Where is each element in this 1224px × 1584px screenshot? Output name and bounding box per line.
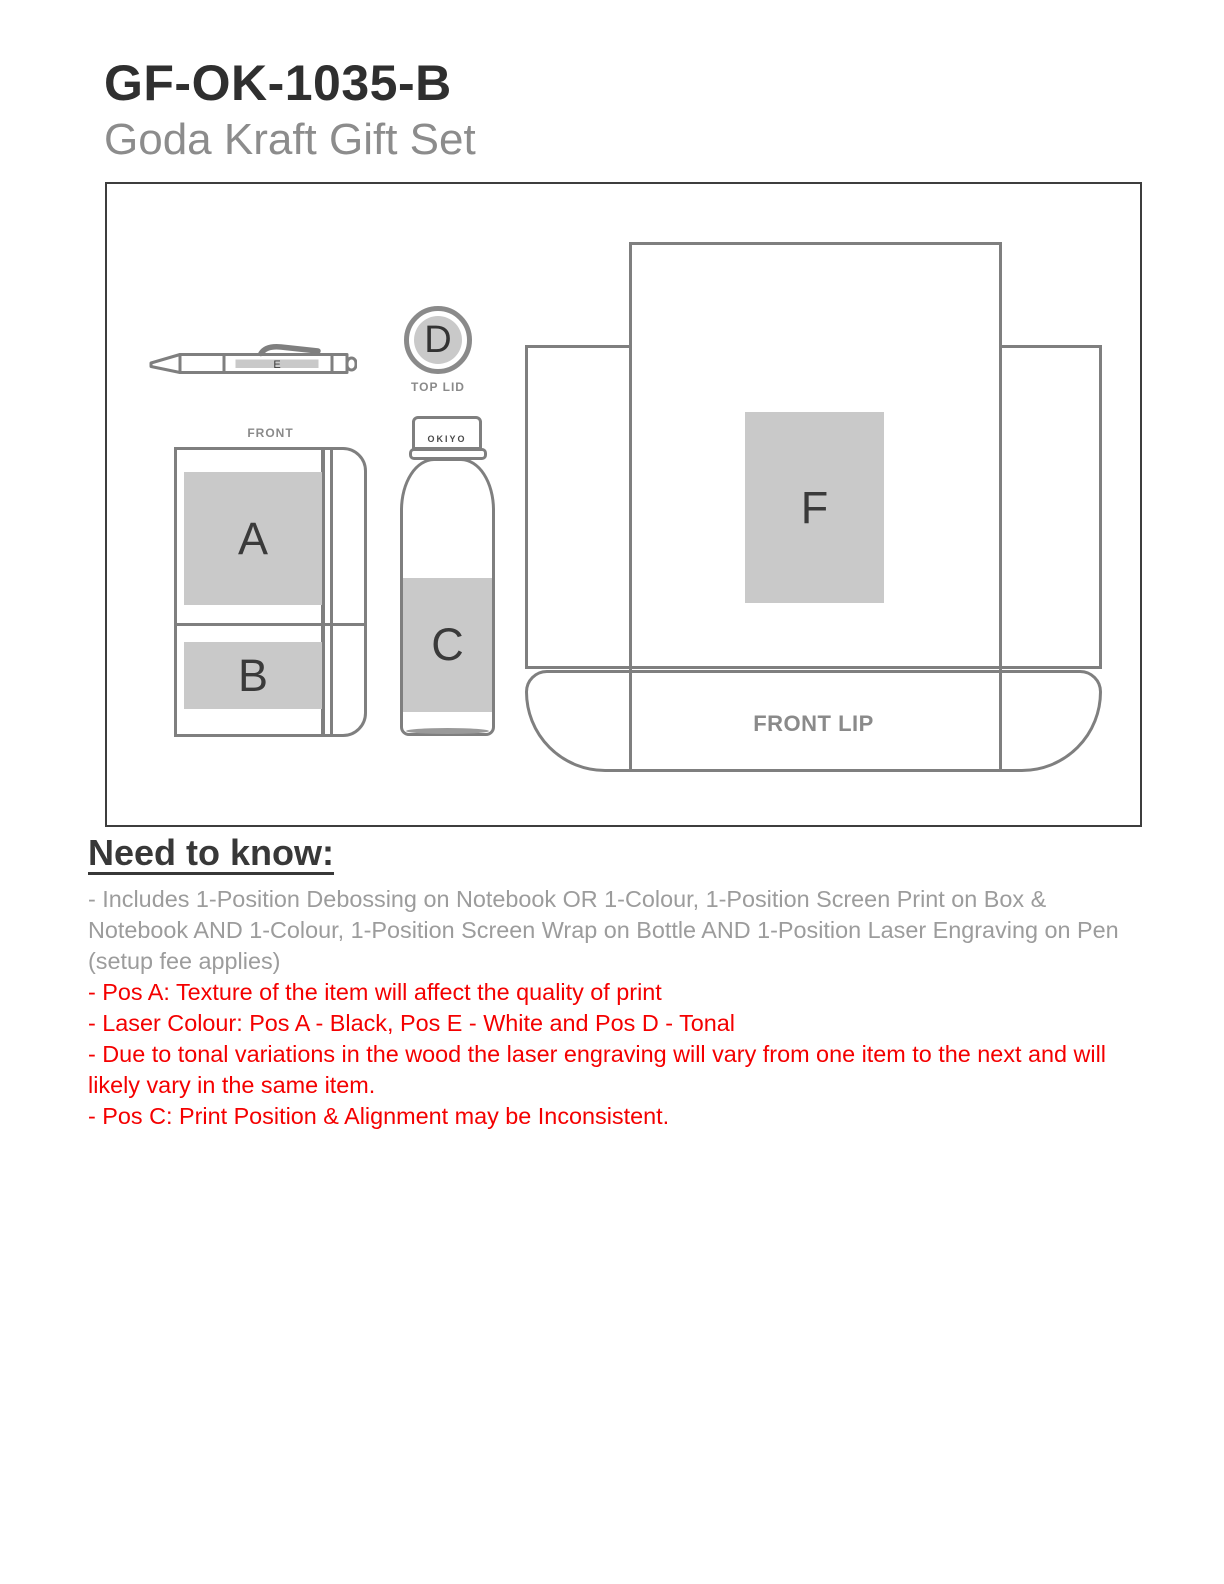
- bottle-brand-text: OKIYO: [427, 434, 467, 444]
- notebook-print-area-b: B: [184, 642, 322, 709]
- pen-end-ring: [332, 355, 347, 373]
- box-print-area-f: F: [745, 412, 884, 603]
- branding-diagram-frame: [105, 182, 1142, 827]
- lid-print-area-d: D: [414, 316, 462, 364]
- note-tonal-variations: - Due to tonal variations in the wood the laser engraving will vary from one item to the next and will likely vary in the same item.: [88, 1041, 1107, 1098]
- pen-tip: [151, 355, 180, 373]
- pen-grip-section: [180, 355, 224, 373]
- notebook-front-caption: FRONT: [247, 426, 294, 440]
- pen-end-button: [347, 358, 356, 370]
- bottle-print-area-c: C: [403, 578, 492, 712]
- pen-clip: [261, 347, 318, 354]
- pen-drawing: [145, 338, 357, 390]
- bottle-base-shading: [406, 728, 489, 734]
- note-pos-a-texture: - Pos A: Texture of the item will affect the quality of print: [88, 979, 662, 1005]
- box-top-flap: [629, 242, 1002, 348]
- note-inclusions: - Includes 1-Position Debossing on Notebook OR 1-Colour, 1-Position Screen Print on Box & Notebook AND 1-Colour, 1-Position Screen Wrap on Bottle AND 1-Position Laser Engraving on Pen (setup fee applies): [88, 886, 1119, 974]
- pen-position-label: E: [273, 359, 281, 371]
- note-laser-colour: - Laser Colour: Pos A - Black, Pos E - White and Pos D - Tonal: [88, 1010, 735, 1036]
- top-lid-caption: TOP LID: [411, 380, 465, 394]
- need-to-know-notes: [88, 884, 1136, 1132]
- product-code-title: GF-OK-1035-B: [104, 55, 452, 111]
- notebook-divider-line: [174, 623, 367, 626]
- box-fold-line-right: [999, 345, 1002, 772]
- front-lip-label: FRONT LIP: [753, 711, 874, 736]
- note-pos-c-alignment: - Pos C: Print Position & Alignment may be Inconsistent.: [88, 1103, 670, 1129]
- notebook-print-area-a: A: [184, 472, 322, 605]
- bottle-cap: [412, 416, 482, 450]
- notebook-elastic-band: [322, 447, 333, 737]
- box-fold-line-left: [629, 345, 632, 772]
- box-front-lip-panel: [525, 670, 1102, 772]
- need-to-know-heading: Need to know:: [88, 832, 335, 873]
- notebook-drawing: [174, 447, 367, 737]
- product-name-subtitle: Goda Kraft Gift Set: [104, 115, 476, 164]
- bottle-top-lid-drawing: [404, 306, 472, 374]
